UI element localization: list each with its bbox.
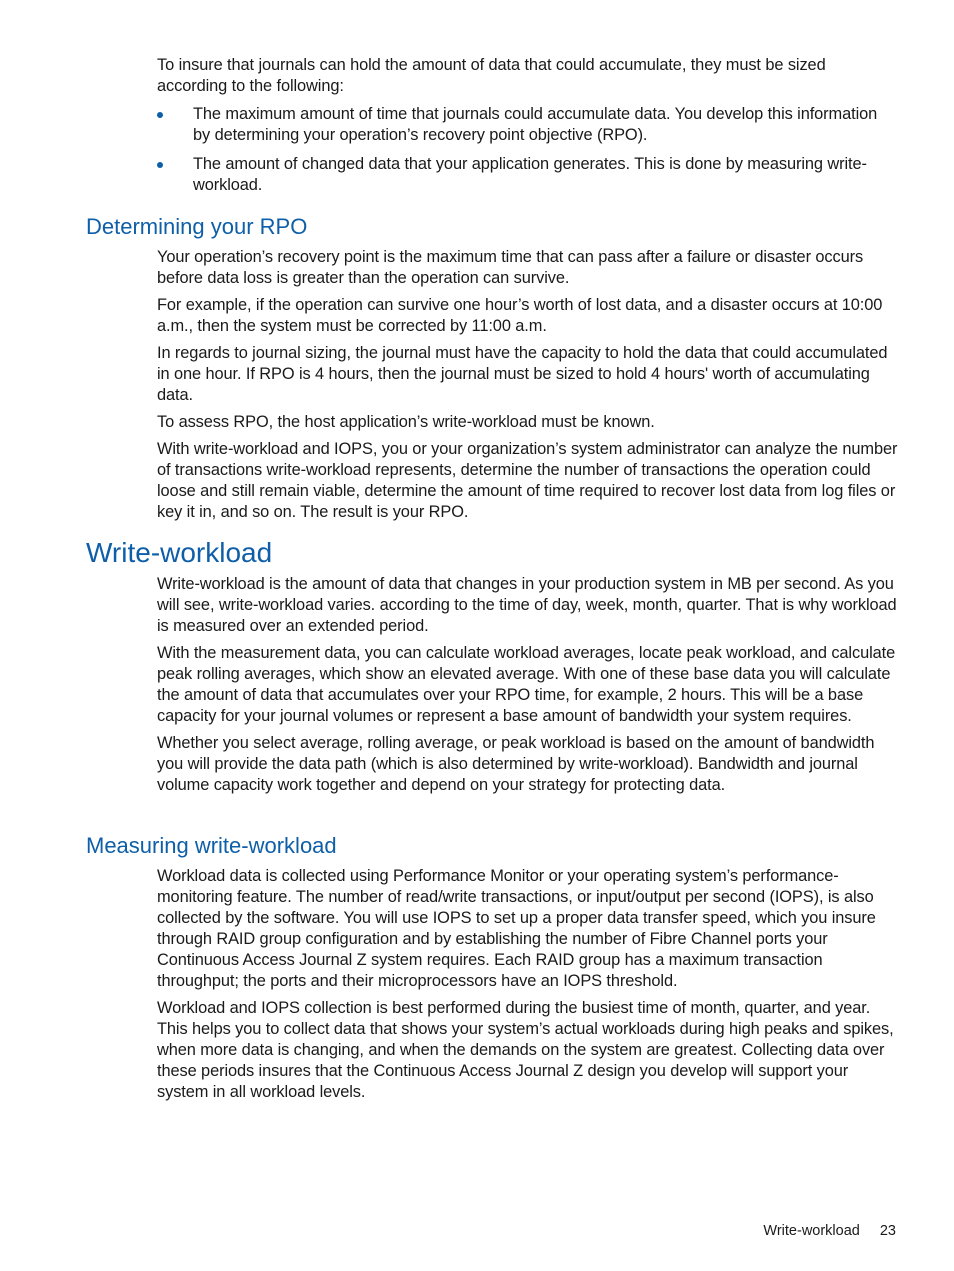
chapter-heading-write-workload: Write-workload [86,537,273,568]
section-heading-measuring: Measuring write-workload [86,833,337,858]
paragraph: Workload data is collected using Performance Monitor or your operating system’s performance-monitoring feature. The number of read/write transactions, or input/output per second (IOPS), is also collected by the software. You will use IOPS to set up a proper data transfer speed, which you insure through RAID group configuration and by establishing the number of Fibre Channel ports your Continuous Access Journal Z system requires. Each RAID group has a maximum transaction throughput; the ports and their microprocessors have an IOPS threshold. [157,867,876,990]
page-number: 23 [879,1223,896,1239]
list-item-text: The amount of changed data that your application generates. This is done by measuring write-workload. [193,155,867,194]
intro-paragraph: To insure that journals can hold the amount of data that could accumulate, they must be sized according to the following: [157,56,826,95]
rpo-section-body [157,247,898,529]
list-item [157,154,898,196]
paragraph: In regards to journal sizing, the journal must have the capacity to hold the data that could accumulated in one hour. If RPO is 4 hours, then the journal must be sized to hold 4 hours' worth of accumulating data. [157,344,888,404]
requirements-list [157,104,898,196]
paragraph: Write-workload is the amount of data that changes in your production system in MB per second. As you will see, write-workload varies. according to the time of day, week, month, quarter. That is why workload is measured over an extended period. [157,575,897,635]
page-footer [763,1222,896,1240]
intro-block [157,55,898,204]
bullet-icon [157,162,163,168]
list-item-text: The maximum amount of time that journals could accumulate data. You develop this information by determining your operation’s recovery point objective (RPO). [193,105,878,144]
section-heading-rpo: Determining your RPO [86,214,308,239]
paragraph: Whether you select average, rolling average, or peak workload is based on the amount of bandwidth you will provide the data path (which is also determined by write-workload). Bandwidth and journal volume capacity work together and depend on your strategy for protecting data. [157,734,875,794]
bullet-icon [157,112,163,118]
list-item [157,104,898,146]
paragraph: To assess RPO, the host application’s write-workload must be known. [157,413,655,431]
paragraph: With write-workload and IOPS, you or your organization’s system administrator can analyze the number of transactions write-workload represents, determine the number of transactions the operation could loose and still remain viable, determine the amount of time required to recover lost data from log files or key it in, and so on. The result is your RPO. [157,440,898,521]
footer-section-title: Write-workload [763,1223,860,1239]
write-workload-body [157,574,898,802]
paragraph: For example, if the operation can survive one hour’s worth of lost data, and a disaster occurs at 10:00 a.m., then the system must be corrected by 11:00 a.m. [157,296,883,335]
paragraph: Your operation’s recovery point is the maximum time that can pass after a failure or disaster occurs before data loss is greater than the operation can survive. [157,248,864,287]
paragraph: With the measurement data, you can calculate workload averages, locate peak workload, and calculate peak rolling averages, which show an elevated average. With one of these base data you will calculate the amount of data that accumulates over your RPO time, for example, 2 hours. This will be a base capacity for your journal volumes or represent a base amount of bandwidth your system requires. [157,644,896,725]
measuring-section-body [157,866,898,1109]
paragraph: Workload and IOPS collection is best performed during the busiest time of month, quarter, and year. This helps you to collect data that shows your system’s actual workloads during high peaks and spikes, when more data is changing, and when the demands on the system are greatest. Collecting data over these periods insures that the Continuous Access Journal Z design you develop will support your system in all workload levels. [157,999,894,1101]
